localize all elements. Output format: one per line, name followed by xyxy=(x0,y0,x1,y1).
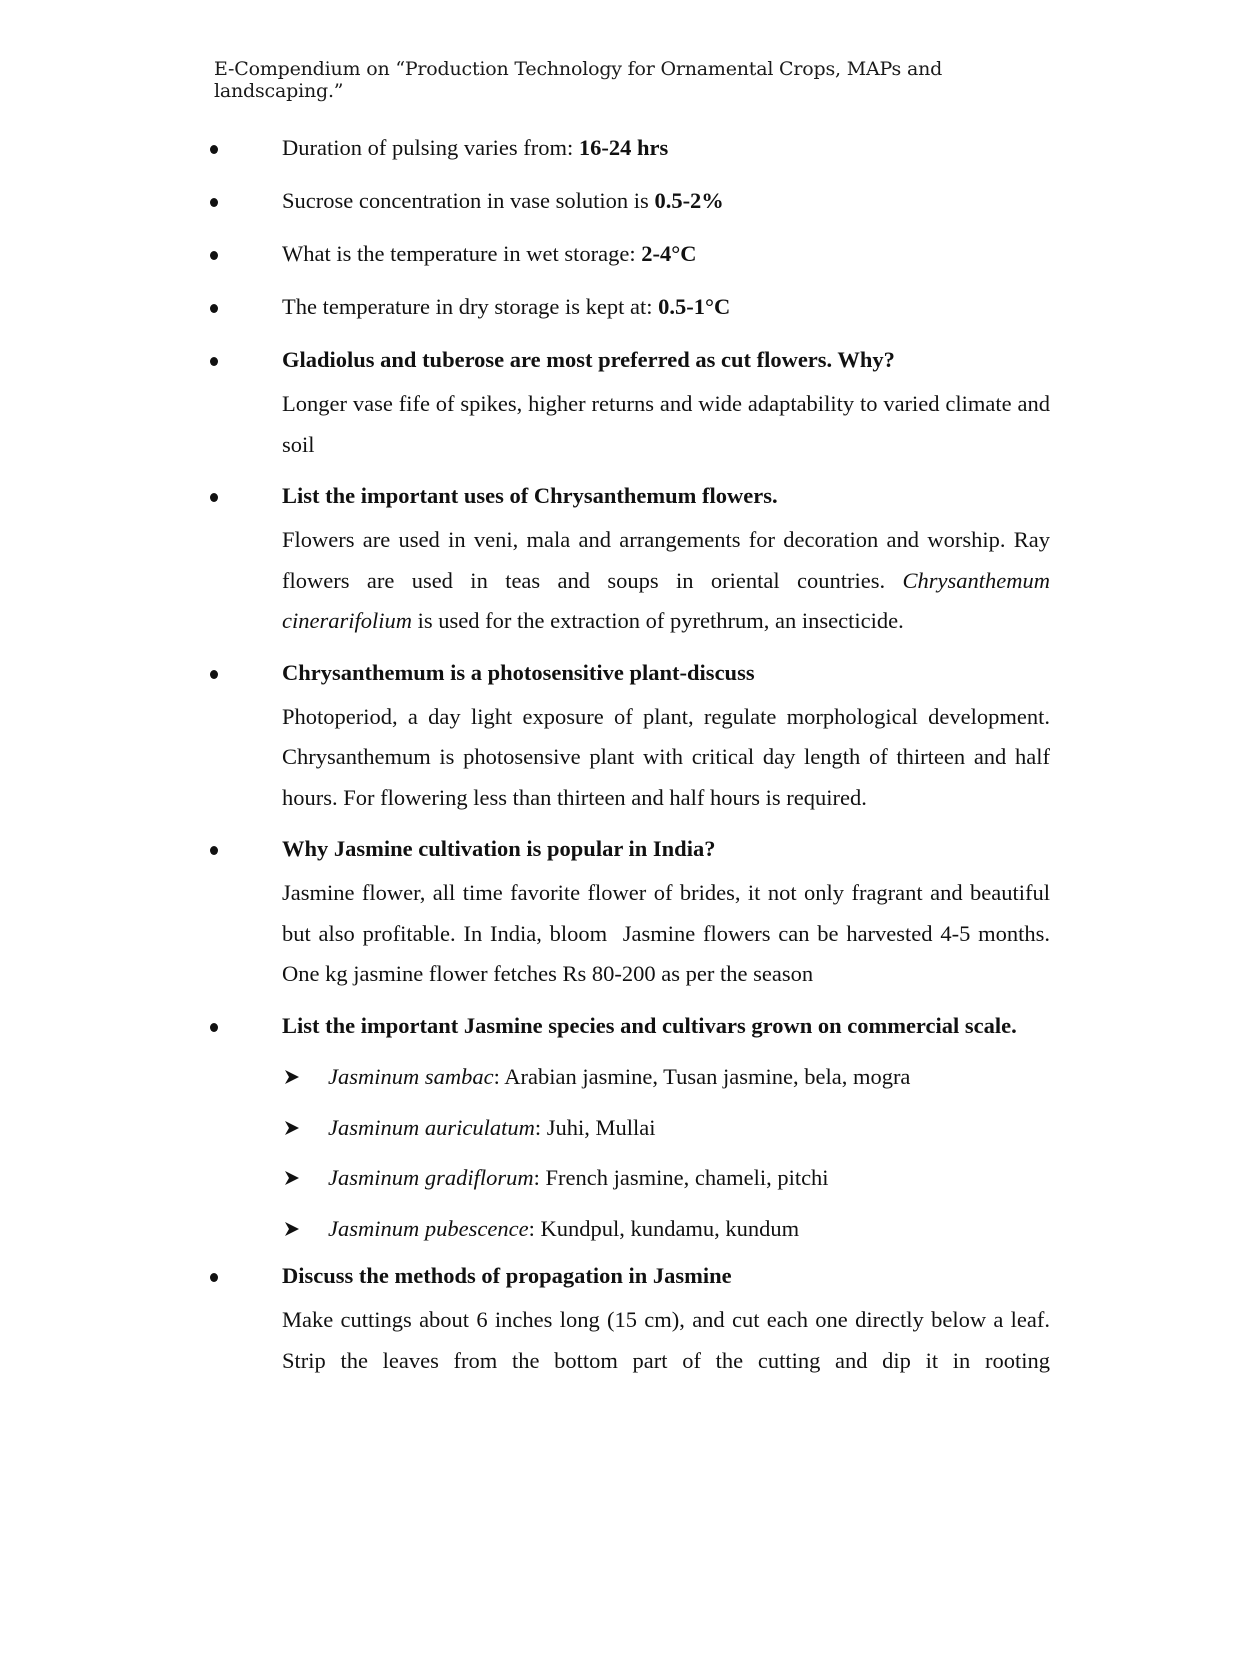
fact-item xyxy=(206,285,1050,329)
species-name: Jasminum gradiflorum xyxy=(328,1165,534,1190)
question-item xyxy=(206,651,1050,819)
bullet-icon xyxy=(206,338,222,382)
question-item xyxy=(206,1004,1050,1255)
question-heading: Gladiolus and tuberose are most preferred as cut flowers. Why? xyxy=(282,347,895,372)
fact-item xyxy=(206,179,1050,223)
bullet-icon xyxy=(206,126,222,170)
fact-text: What is the temperature in wet storage: xyxy=(282,241,642,266)
fact-text: The temperature in dry storage is kept at: xyxy=(282,294,659,319)
fact-value: 0.5-2% xyxy=(654,188,724,213)
bullet-icon xyxy=(206,179,222,223)
species-common-names: : Arabian jasmine, Tusan jasmine, bela, mogra xyxy=(493,1064,911,1089)
bullet-icon xyxy=(206,827,222,871)
document-body xyxy=(206,126,1056,1381)
answer-text: Flowers are used in veni, mala and arrangements for decoration and worship. Ray flowers are used in teas and soups in oriental countries. Chrysanthemum cinerarifolium is used for the extraction of pyrethrum, an insecticide. xyxy=(282,527,1050,633)
species-common-names: : French jasmine, chameli, pitchi xyxy=(533,1165,829,1190)
arrowhead-bullet-icon xyxy=(284,1204,302,1254)
answer-text: Make cuttings about 6 inches long (15 cm), and cut each one directly below a leaf. Strip the leaves from the bottom part of the cutting and dip it in rooting xyxy=(282,1307,1050,1373)
question-heading: Discuss the methods of propagation in Jasmine xyxy=(282,1263,732,1288)
question-heading: List the important Jasmine species and cultivars grown on commercial scale. xyxy=(282,1012,1017,1038)
bullet-icon xyxy=(206,232,222,276)
bullet-icon xyxy=(206,651,222,695)
question-heading: List the important uses of Chrysanthemum flowers. xyxy=(282,483,778,508)
fact-text: Duration of pulsing varies from: xyxy=(282,135,579,160)
bullet-icon xyxy=(206,474,222,518)
species-name: Jasminum pubescence xyxy=(328,1215,529,1241)
fact-item xyxy=(206,126,1050,170)
species-name: Jasminum sambac xyxy=(328,1064,494,1089)
bullet-icon xyxy=(206,1004,222,1048)
species-list-item xyxy=(282,1052,1050,1103)
page-header: E-Compendium on “Production Technology for Ornamental Crops, MAPs and landscaping.” xyxy=(214,58,943,102)
species-name: Jasminum auriculatum xyxy=(328,1114,535,1140)
arrowhead-bullet-icon xyxy=(284,1103,302,1153)
fact-value: 2-4°C xyxy=(641,241,697,266)
species-list xyxy=(282,1052,1050,1254)
fact-value: 0.5-1°C xyxy=(658,294,731,319)
species-common-names: : Kundpul, kundamu, kundum xyxy=(528,1215,800,1241)
species-list-item xyxy=(282,1153,1050,1204)
arrowhead-bullet-icon xyxy=(284,1052,302,1102)
question-item xyxy=(206,1254,1050,1381)
answer-text: Longer vase fife of spikes, higher returns and wide adaptability to varied climate and soil xyxy=(282,391,1050,457)
question-item xyxy=(206,338,1050,465)
bullet-icon xyxy=(206,1254,222,1298)
answer-text: Jasmine flower, all time favorite flower of brides, it not only fragrant and beautiful but also profitable. In India, bloom Jasmine flowers can be harvested 4-5 months. One kg jasmine flower fetches Rs 80-200 as per the season xyxy=(282,880,1056,986)
question-item xyxy=(206,827,1056,995)
species-common-names: : Juhi, Mullai xyxy=(534,1114,656,1140)
species-list-item xyxy=(282,1103,1050,1154)
fact-text: Sucrose concentration in vase solution is xyxy=(282,188,655,213)
species-list-item xyxy=(282,1204,1050,1255)
question-heading: Why Jasmine cultivation is popular in India? xyxy=(282,836,716,861)
question-heading: Chrysanthemum is a photosensitive plant-discuss xyxy=(282,659,755,685)
species-name: Chrysanthemum cinerarifolium xyxy=(282,567,1050,633)
answer-text: Photoperiod, a day light exposure of plant, regulate morphological development. Chrysanthemum is photosensive plant with critical day length of thirteen and half hours. For flowering less than thirteen and half hours is required. xyxy=(282,703,1050,810)
arrowhead-bullet-icon xyxy=(284,1153,302,1203)
bullet-icon xyxy=(206,285,222,329)
fact-value: 16-24 hrs xyxy=(578,135,669,160)
fact-item xyxy=(206,232,1050,276)
question-item xyxy=(206,474,1050,642)
